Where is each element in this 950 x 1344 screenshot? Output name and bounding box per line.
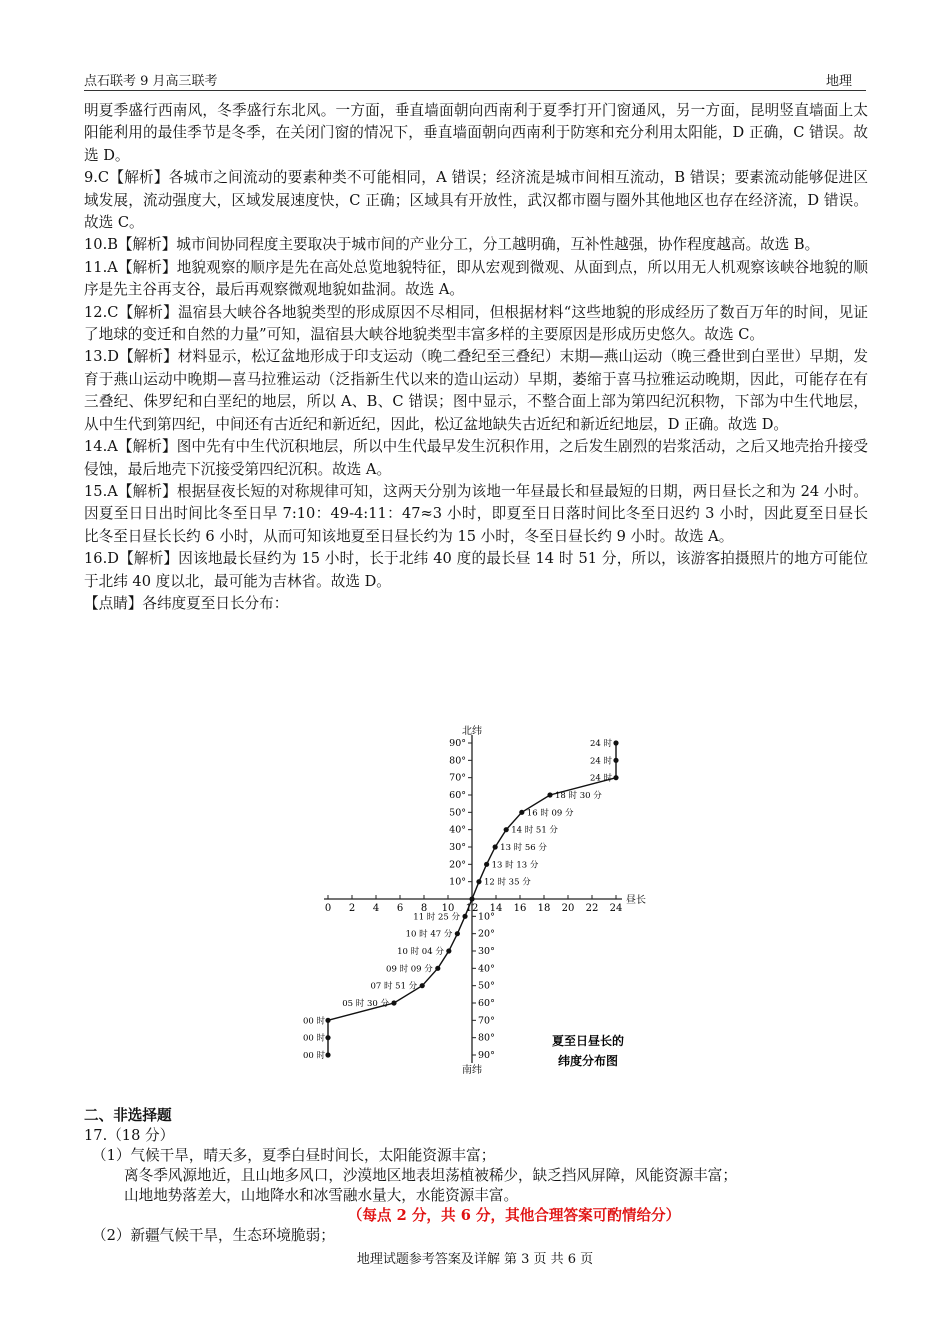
data-point xyxy=(462,914,467,919)
data-point xyxy=(504,827,509,832)
y-tick-label: 90° xyxy=(478,1050,495,1061)
data-point xyxy=(325,1035,330,1040)
answer-line: 离冬季风源地近，且山地多风口，沙漠地区地表坦荡植被稀少，缺乏挡风屏障，风能资源丰富； xyxy=(124,1167,737,1184)
y-tick-label: 60° xyxy=(478,998,495,1009)
x-tick-label: 22 xyxy=(585,903,599,914)
data-label: 13 时 56 分 xyxy=(500,843,547,853)
data-point xyxy=(420,983,425,988)
chart-svg xyxy=(300,713,660,1083)
y-axis-label-south: 南纬 xyxy=(462,1065,482,1076)
data-label: 12 时 35 分 xyxy=(483,877,531,888)
y-tick-label: 50° xyxy=(449,807,466,819)
x-tick-label: 4 xyxy=(372,903,380,914)
x-tick-label: 2 xyxy=(348,903,356,914)
y-tick-label: 70° xyxy=(449,772,466,784)
data-label: 09 时 09 分 xyxy=(386,964,433,975)
y-tick-label: 20° xyxy=(478,928,495,940)
data-point xyxy=(484,862,489,867)
data-label: 18 时 30 分 xyxy=(555,791,602,801)
y-tick-label: 30° xyxy=(449,842,466,853)
data-label: 00 时 xyxy=(302,1033,325,1044)
x-tick-label: 24 xyxy=(609,903,623,914)
paragraph: 15.A【解析】根据昼夜长短的对称规律可知，这两天分别为该地一年昼最长和昼最短的日期，两日昼长之和为 24 小时。因夏至日日出时间比冬至日早 7:10：49-4:11：47≈3 小时，即夏至日日落时间比冬至日迟约 3 小时，因此夏至日昼长比冬至日昼长长约 6 小时，从而可知该地夏至日昼长约为 15 小时，冬至日昼长约 9 小时。故选 A。 xyxy=(84,482,868,545)
data-point xyxy=(613,740,618,745)
data-point xyxy=(476,879,481,884)
data-point xyxy=(519,810,524,815)
x-tick-label: 8 xyxy=(420,903,428,914)
x-tick-label: 10 xyxy=(441,903,455,914)
paragraph: 明夏季盛行西南风，冬季盛行东北风。一方面，垂直墙面朝向西南利于夏季打开门窗通风，另一方面，昆明竖直墙面上太阳能利用的最佳季节是冬季，在关闭门窗的情况下，垂直墙面朝向西南利于防寒和充分利用太阳能，D 正确，C 错误。故选 D。 xyxy=(84,102,868,164)
data-label: 24 时 xyxy=(589,773,612,784)
y-tick-label: 10° xyxy=(478,911,495,923)
y-tick-label: 80° xyxy=(478,1032,495,1044)
x-tick-label: 6 xyxy=(396,903,404,914)
y-tick-label: 70° xyxy=(478,1015,495,1027)
x-tick-label: 12 xyxy=(465,903,479,914)
y-tick-label: 40° xyxy=(478,963,495,975)
x-tick-label: 0 xyxy=(324,903,332,914)
y-tick-label: 40° xyxy=(449,824,466,836)
data-point xyxy=(613,775,618,780)
data-point xyxy=(446,948,451,953)
data-point xyxy=(493,844,498,849)
page-footer: 地理试题参考答案及详解 第 3 页 共 6 页 xyxy=(356,1252,594,1267)
x-tick-label: 20 xyxy=(561,903,575,914)
section-title: 二、非选择题 xyxy=(84,1107,172,1124)
header-left: 点石联考 9 月高三联考 xyxy=(84,74,218,89)
data-label: 24 时 xyxy=(589,756,612,767)
data-label: 10 时 04 分 xyxy=(397,947,444,957)
question-number: 17.（18 分） xyxy=(84,1127,175,1144)
data-label: 10 时 47 分 xyxy=(405,929,453,940)
x-tick-label: 14 xyxy=(489,903,503,914)
data-point xyxy=(455,931,460,936)
data-label: 05 时 30 分 xyxy=(342,999,389,1009)
data-label: 00 时 xyxy=(302,1016,325,1027)
y-tick-label: 60° xyxy=(449,790,466,801)
answer-line: （1）气候干旱，晴天多，夏季白昼时间长，太阳能资源丰富； xyxy=(92,1147,496,1164)
data-point xyxy=(435,966,440,971)
data-point xyxy=(325,1018,330,1023)
chart-title-line1: 夏至日昼长的 xyxy=(551,1034,625,1048)
x-tick-label: 18 xyxy=(537,903,551,914)
chart-title-line2: 纬度分布图 xyxy=(557,1054,619,1068)
y-tick-label: 80° xyxy=(449,755,466,767)
paragraph: 14.A【解析】图中先有中生代沉积地层，所以中生代最早发生沉积作用，之后发生剧烈的岩浆活动，之后又地壳抬升接受侵蚀，最后地壳下沉接受第四纪沉积。故选 A。 xyxy=(84,438,868,478)
data-label: 13 时 13 分 xyxy=(491,860,539,871)
paragraph: 12.C【解析】温宿县大峡谷各地貌类型的形成原因不尽相同，但根据材料“这些地貌的形成经历了数百万年的时间，见证了地球的变迁和自然的力量”可知，温宿县大峡谷地貌类型丰富多样的主要原因是形成历史悠久。故选 C。 xyxy=(84,303,868,344)
data-label: 00 时 xyxy=(302,1051,325,1061)
paragraph: 【点睛】各纬度夏至日长分布： xyxy=(84,594,289,612)
answer-line: 山地地势落差大，山地降水和冰雪融水量大，水能资源丰富。 xyxy=(124,1187,519,1204)
daylength-chart xyxy=(300,713,660,1083)
paragraph: 9.C【解析】各城市之间流动的要素种类不可能相同，A 错误；经济流是城市间相互流动，B 错误；要素流动能够促进区域发展，流动强度大，区域发展速度快，C 正确；区域具有开放性，武汉都市圈与圈外其他地区也存在经济流，D 错误。故选 C。 xyxy=(84,169,868,232)
paragraph: 10.B【解析】城市间协同程度主要取决于城市间的产业分工，分工越明确，互补性越强，协作程度越高。故选 B。 xyxy=(84,236,820,254)
paragraph: 13.D【解析】材料显示，松辽盆地形成于印支运动（晚二叠纪至三叠纪）末期—燕山运动（晚三叠世到白垩世）早期，发育于燕山运动中晚期—喜马拉雅运动（泛指新生代以来的造山运动）早期，萎缩于喜马拉雅运动晚期，因此，可能存在有三叠纪、侏罗纪和白垩纪的地层，所以 A、B、C 错误；图中显示，不整合面上部为第四纪沉积物，下部为中生代地层，从中生代到第四纪，中间还有古近纪和新近纪，因此，松辽盆地缺失古近纪和新近纪地层，D 正确。故选 D。 xyxy=(84,348,868,433)
y-tick-label: 30° xyxy=(478,946,495,957)
data-label: 11 时 25 分 xyxy=(413,912,461,923)
data-point xyxy=(391,1000,396,1005)
data-point xyxy=(613,758,618,763)
answer-body xyxy=(84,100,868,615)
x-axis-label: 昼长 xyxy=(626,895,646,906)
section-2 xyxy=(84,1106,884,1246)
x-tick-label: 16 xyxy=(513,903,527,914)
data-point xyxy=(469,896,474,901)
y-axis-label-north: 北纬 xyxy=(462,726,482,737)
paragraph: 11.A【解析】地貌观察的顺序是先在高处总览地貌特征，即从宏观到微观、从面到点，所以用无人机观察该峡谷地貌的顺序是先主谷再支谷，最后再观察微观地貌如盐洞。故选 A。 xyxy=(84,258,868,299)
data-label: 24 时 xyxy=(589,739,612,749)
paragraph: 16.D【解析】因该地最长昼约为 15 小时，长于北纬 40 度的最长昼 14 时 51 分，所以，该游客拍摄照片的地方可能位于北纬 40 度以北，最可能为吉林省。故选 D。 xyxy=(84,550,868,590)
y-tick-label: 50° xyxy=(478,980,495,992)
answer-line: （2）新疆气候干旱，生态环境脆弱； xyxy=(92,1227,335,1244)
y-tick-label: 10° xyxy=(449,876,466,888)
header-right: 地理 xyxy=(825,74,852,89)
data-point xyxy=(325,1052,330,1057)
data-point xyxy=(547,792,552,797)
data-label: 16 时 09 分 xyxy=(526,808,574,819)
data-label: 07 时 51 分 xyxy=(370,981,418,992)
score-note: （每点 2 分，共 6 分，其他合理答案可酌情给分） xyxy=(347,1207,681,1224)
y-tick-label: 20° xyxy=(449,859,466,871)
data-label: 14 时 51 分 xyxy=(511,825,558,836)
y-tick-label: 90° xyxy=(449,738,466,749)
page-header xyxy=(84,68,866,91)
